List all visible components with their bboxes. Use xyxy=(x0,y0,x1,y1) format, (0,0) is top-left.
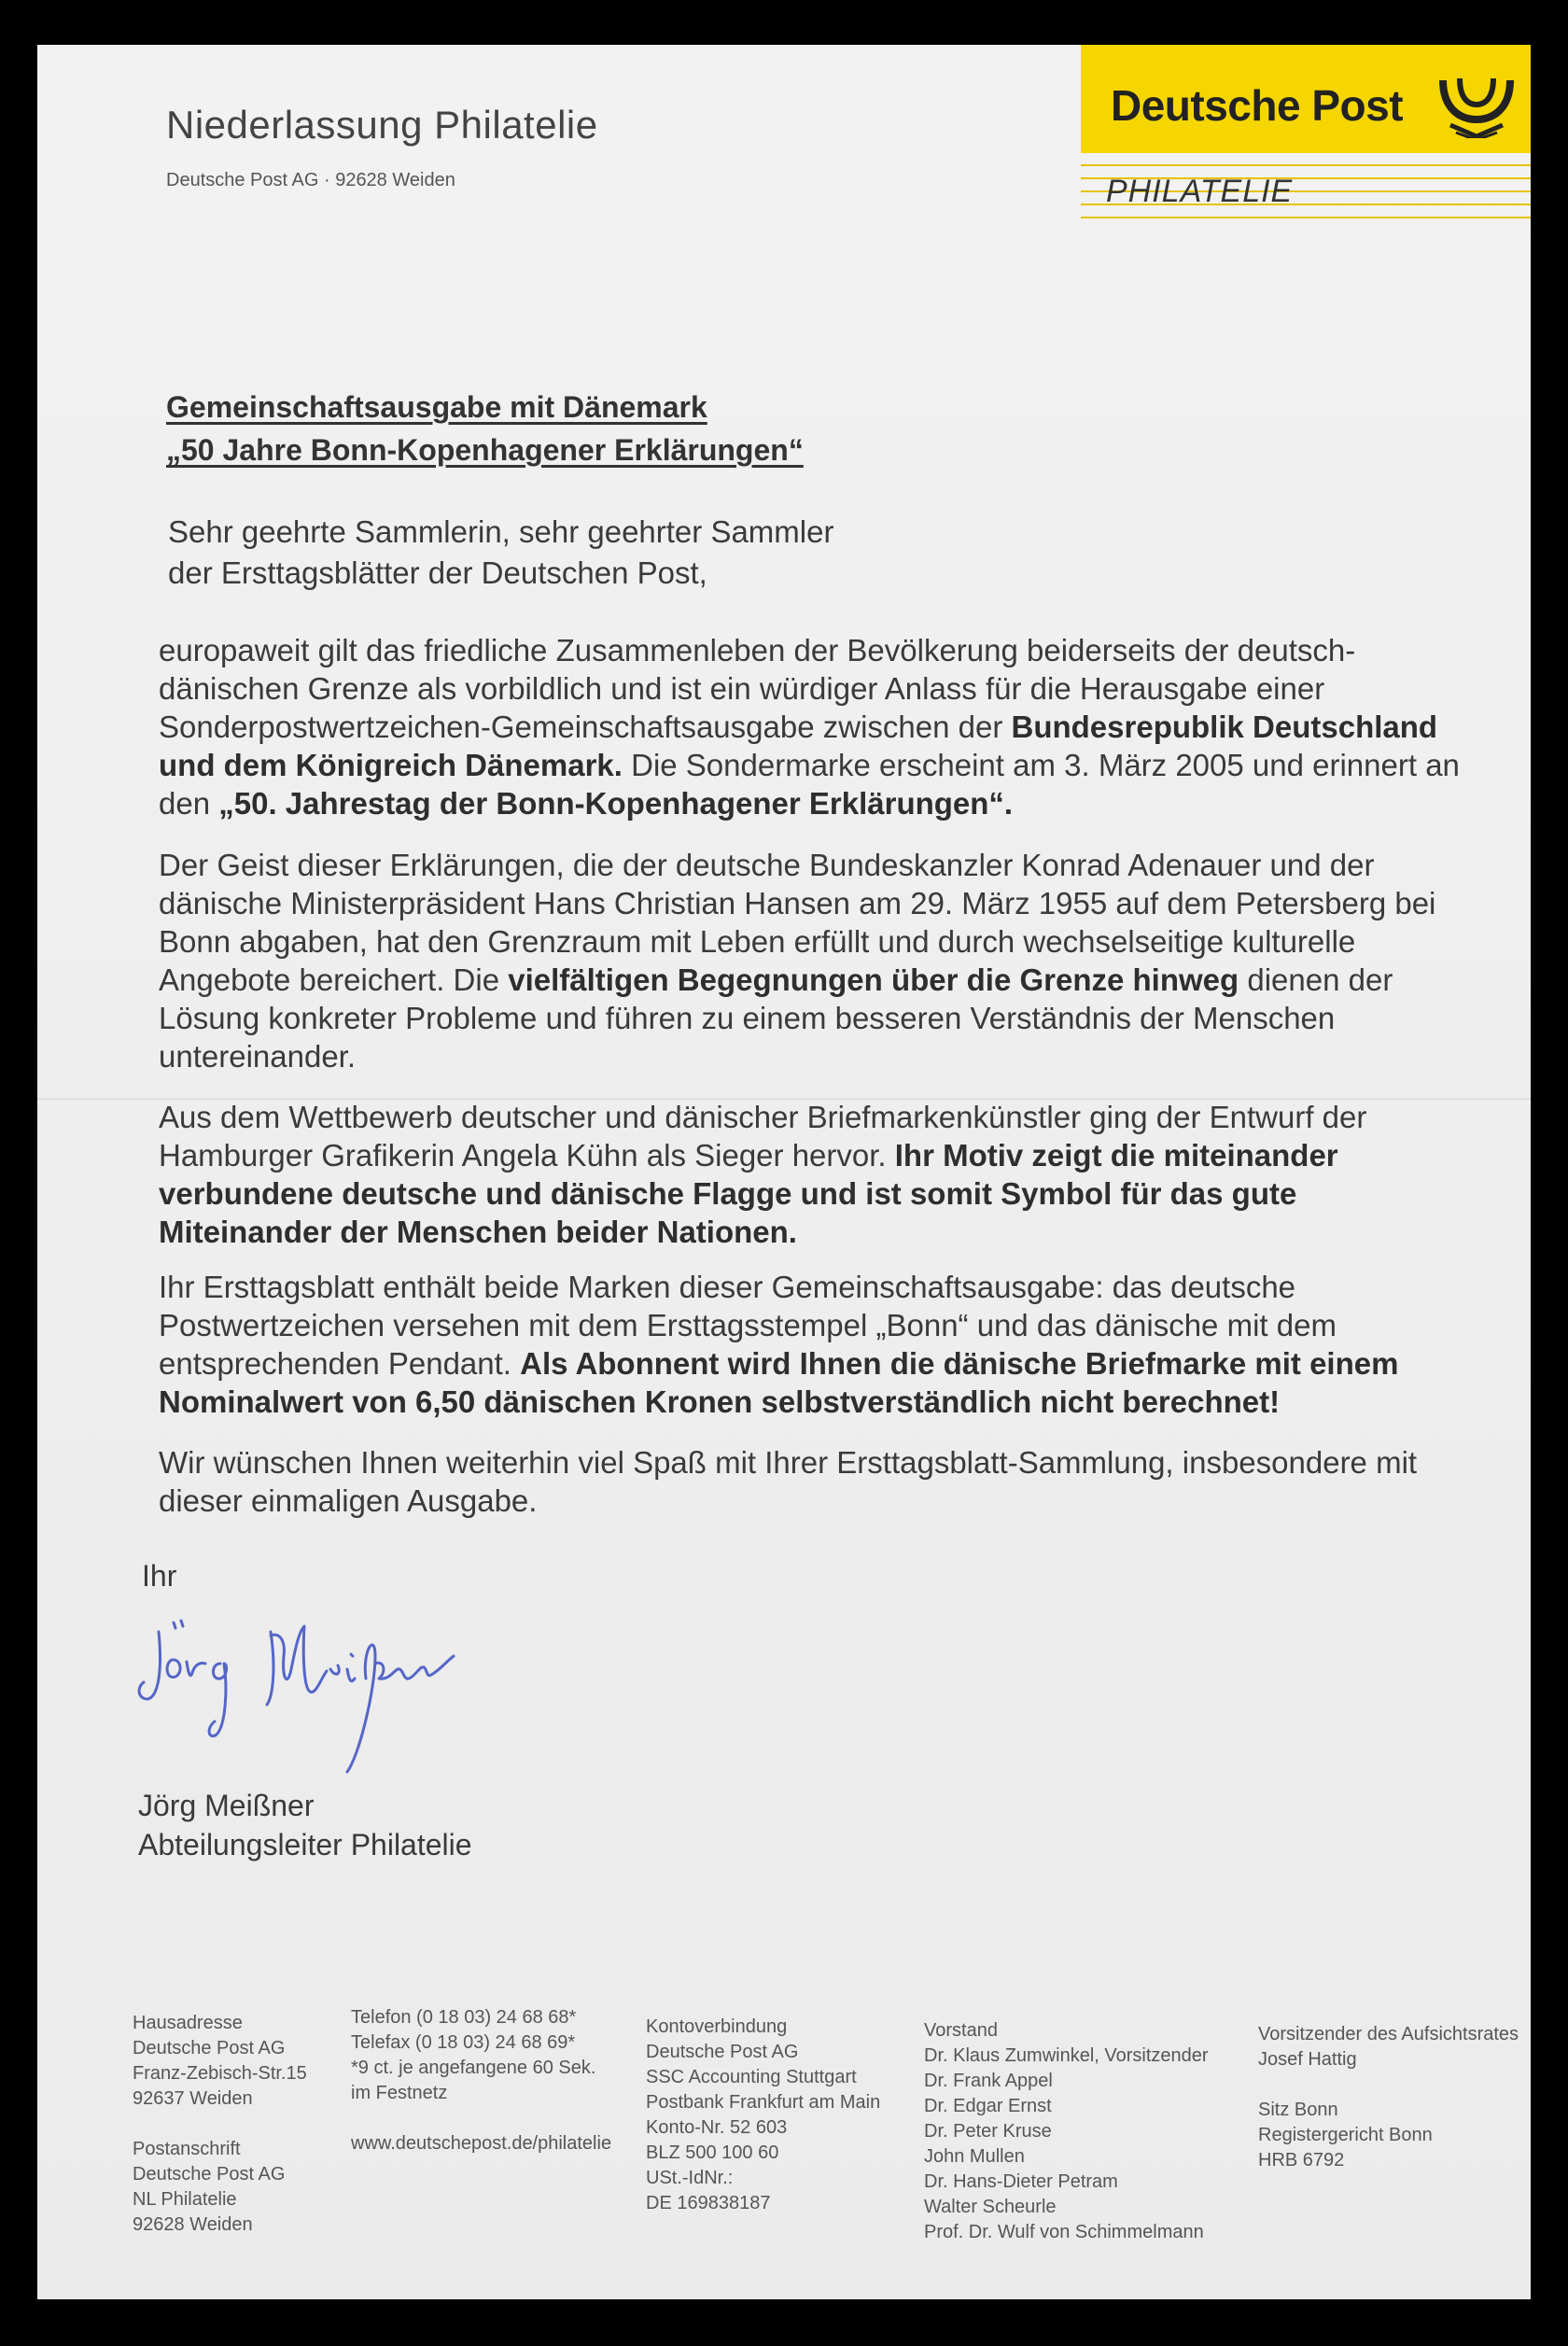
paragraph-3 xyxy=(159,1098,1475,1251)
p2-text: Der Geist dieser Erklärungen, die der deutsche Bundeskanzler Konrad Adenauer und der dänische Ministerpräsident Hans Christian Hansen am 29. März 1955 auf dem Petersberg bei Bonn abgaben, hat den Grenzraum mit Leben erfüllt und durch wechselseitige kulturelle Angebote bereichert. Die xyxy=(159,848,1436,997)
footer-line: HRB 6792 xyxy=(1258,2150,1345,2170)
footer-line: Franz-Zebisch-Str.15 xyxy=(133,2063,307,2084)
footer-line: Vorsitzender des Aufsichtsrates xyxy=(1258,2024,1519,2044)
p4-bold: Als Abonnent wird Ihnen die dänische Briefmarke mit einem Nominalwert von 6,50 dänischen Kronen selbstverständlich nicht berechnet! xyxy=(159,1346,1399,1419)
closing-word: Ihr xyxy=(142,1559,177,1593)
footer-house-address xyxy=(133,2011,307,2238)
subject-heading xyxy=(166,386,804,471)
footer-line: Dr. Peter Kruse xyxy=(924,2121,1052,2142)
footer-line: USt.-IdNr.: xyxy=(646,2168,734,2188)
p1-text-2: Die Sondermarke erscheint am 3. März 2005 und erinnert an den xyxy=(159,748,1460,821)
signer-title: Abteilungsleiter Philatelie xyxy=(138,1828,472,1861)
footer-line: Registergericht Bonn xyxy=(1258,2125,1433,2145)
footer-line: SSC Accounting Stuttgart xyxy=(646,2067,857,2087)
footer-line: NL Philatelie xyxy=(133,2189,237,2210)
footer-line: BLZ 500 100 60 xyxy=(646,2142,779,2163)
logo-stripe xyxy=(1081,217,1531,218)
footer-website-link[interactable]: www.deutschepost.de/philatelie xyxy=(351,2133,612,2154)
footer-line: Prof. Dr. Wulf von Schimmelmann xyxy=(924,2222,1204,2242)
p1-text: europaweit gilt das friedliche Zusammenleben der Bevölkerung beiderseits der deutsch-dänischen Grenze als vorbildlich und ist ein würdiger Anlass für die Herausgabe einer Sonderpostwertzeichen-Gemeinschaftsausgabe zwischen der xyxy=(159,633,1356,744)
handwritten-signature xyxy=(131,1594,541,1781)
footer-line: Dr. Frank Appel xyxy=(924,2071,1053,2091)
p2-text-2: dienen der Lösung konkreter Probleme und führen zu einem besseren Verständnis der Menschen untereinander. xyxy=(159,962,1393,1074)
logo-subtitle: PHILATELIE xyxy=(1106,174,1294,209)
logo-stripe xyxy=(1081,164,1531,166)
p2-bold: vielfältigen Begegnungen über die Grenze hinweg xyxy=(508,962,1239,997)
p3-bold: Ihr Motiv zeigt die miteinander verbundene deutsche und dänische Flagge und ist somit Symbol für das gute Miteinander der Menschen beider Nationen. xyxy=(159,1138,1338,1249)
footer-line: Josef Hattig xyxy=(1258,2049,1357,2070)
footer-line: Vorstand xyxy=(924,2020,998,2041)
footer-line: Deutsche Post AG xyxy=(133,2038,286,2058)
footer-line: Sitz Bonn xyxy=(1258,2100,1338,2120)
footer-line: Dr. Edgar Ernst xyxy=(924,2096,1052,2116)
p1-bold-2: „50. Jahrestag der Bonn-Kopenhagener Erklärungen“. xyxy=(218,786,1014,821)
footer-line: Postanschrift xyxy=(133,2139,241,2159)
letter-sheet xyxy=(37,45,1531,2299)
sender-address-line: Deutsche Post AG · 92628 Weiden xyxy=(166,170,455,190)
footer-line: 92637 Weiden xyxy=(133,2088,253,2109)
p3-text: Aus dem Wettbewerb deutscher und dänischer Briefmarkenkünstler ging der Entwurf der Hamburger Grafikerin Angela Kühn als Sieger hervor. xyxy=(159,1100,1367,1173)
footer-line: *9 ct. je angefangene 60 Sek. xyxy=(351,2058,596,2078)
paragraph-2 xyxy=(159,846,1475,1075)
p1-bold: Bundesrepublik Deutschland und dem Königreich Dänemark. xyxy=(159,709,1438,782)
salutation-line-2: der Ersttagsblätter der Deutschen Post, xyxy=(168,555,707,590)
subject-line-2: „50 Jahre Bonn-Kopenhagener Erklärungen“ xyxy=(166,433,804,467)
footer-line: Kontoverbindung xyxy=(646,2016,788,2037)
footer-line: im Festnetz xyxy=(351,2083,448,2103)
footer-line: Deutsche Post AG xyxy=(133,2164,286,2184)
footer-line: Postbank Frankfurt am Main xyxy=(646,2092,881,2113)
p4-text: Ihr Ersttagsblatt enthält beide Marken dieser Gemeinschaftsausgabe: das deutsche Postwertzeichen versehen mit dem Ersttagsstempel „Bonn“ und das dänische mit dem entsprechenden Pendant. xyxy=(159,1270,1337,1381)
paragraph-5: Wir wünschen Ihnen weiterhin viel Spaß mit Ihrer Ersttagsblatt-Sammlung, insbesondere mit dieser einmaligen Ausgabe. xyxy=(159,1445,1418,1518)
footer-line: Telefon (0 18 03) 24 68 68* xyxy=(351,2007,577,2028)
footer-line: Walter Scheurle xyxy=(924,2197,1057,2217)
footer-line: DE 169838187 xyxy=(646,2193,771,2213)
footer-line: Dr. Klaus Zumwinkel, Vorsitzender xyxy=(924,2045,1209,2066)
posthorn-icon xyxy=(1437,71,1516,138)
logo-wordmark: Deutsche Post xyxy=(1111,81,1404,130)
sender-title: Niederlassung Philatelie xyxy=(166,103,598,147)
footer-supervisory-board xyxy=(1258,2022,1519,2173)
footer-board xyxy=(924,2018,1209,2245)
signer-name: Jörg Meißner xyxy=(138,1789,315,1822)
footer-phone xyxy=(351,2005,611,2156)
paragraph-4 xyxy=(159,1268,1475,1421)
footer-line: Dr. Hans-Dieter Petram xyxy=(924,2171,1118,2192)
footer-bank-details xyxy=(646,2015,880,2216)
footer-line: Telefax (0 18 03) 24 68 69* xyxy=(351,2032,576,2053)
subject-line-1: Gemeinschaftsausgabe mit Dänemark xyxy=(166,390,707,424)
salutation-line-1: Sehr geehrte Sammlerin, sehr geehrter Sammler xyxy=(168,514,834,549)
footer-line: Hausadresse xyxy=(133,2013,243,2033)
footer-line: John Mullen xyxy=(924,2146,1025,2167)
footer-line: 92628 Weiden xyxy=(133,2214,253,2235)
footer-line: Konto-Nr. 52 603 xyxy=(646,2117,788,2138)
paragraph-1 xyxy=(159,631,1475,822)
salutation xyxy=(168,512,833,594)
footer-line: Deutsche Post AG xyxy=(646,2042,799,2062)
